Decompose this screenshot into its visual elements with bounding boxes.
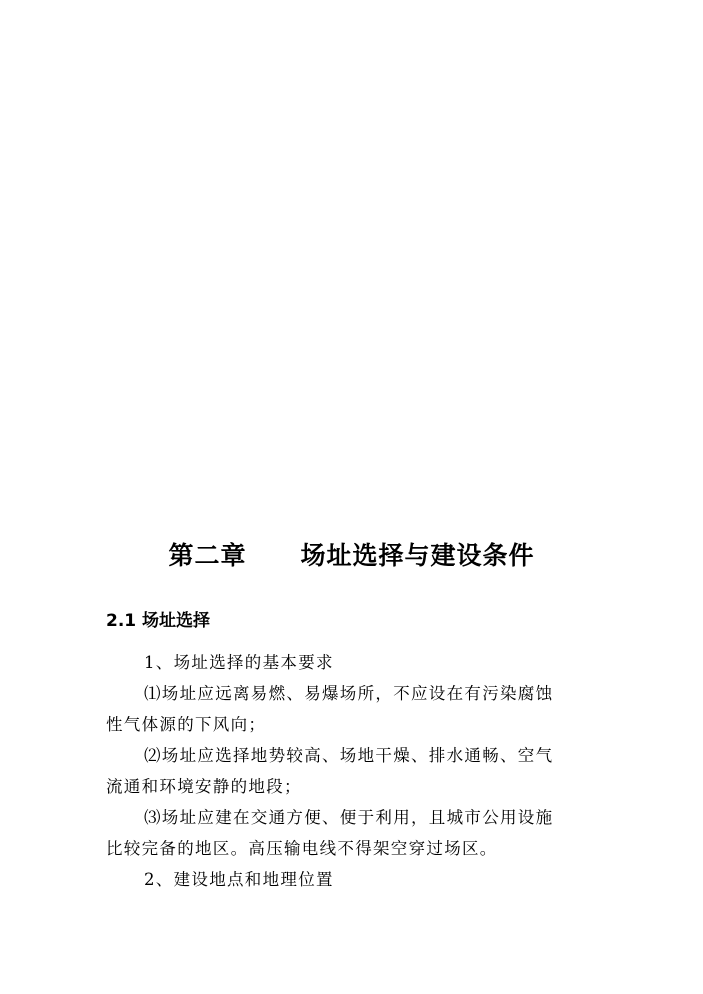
chapter-number: 第二章 — [168, 541, 247, 570]
paragraph-line: 比较完备的地区。高压输电线不得架空穿过场区。 — [106, 839, 498, 858]
paragraph-line: 流通和环境安静的地段； — [106, 777, 302, 796]
section-heading: 2.1 场址选择 — [106, 611, 211, 631]
paragraph-line: 性气体源的下风向； — [106, 715, 267, 734]
chapter-title — [0, 537, 703, 575]
subheading-location: 2、建设地点和地理位置 — [144, 870, 334, 889]
paragraph-line: ⑶场址应建在交通方便、便于利用，且城市公用设施 — [144, 808, 554, 827]
chapter-name: 场址选择与建设条件 — [300, 541, 535, 570]
paragraph-line: ⑵场址应选择地势较高、场地干燥、排水通畅、空气 — [144, 746, 554, 765]
paragraph-line: ⑴场址应远离易燃、易爆场所，不应设在有污染腐蚀 — [144, 684, 554, 703]
subheading-requirements: 1、场址选择的基本要求 — [144, 653, 334, 672]
